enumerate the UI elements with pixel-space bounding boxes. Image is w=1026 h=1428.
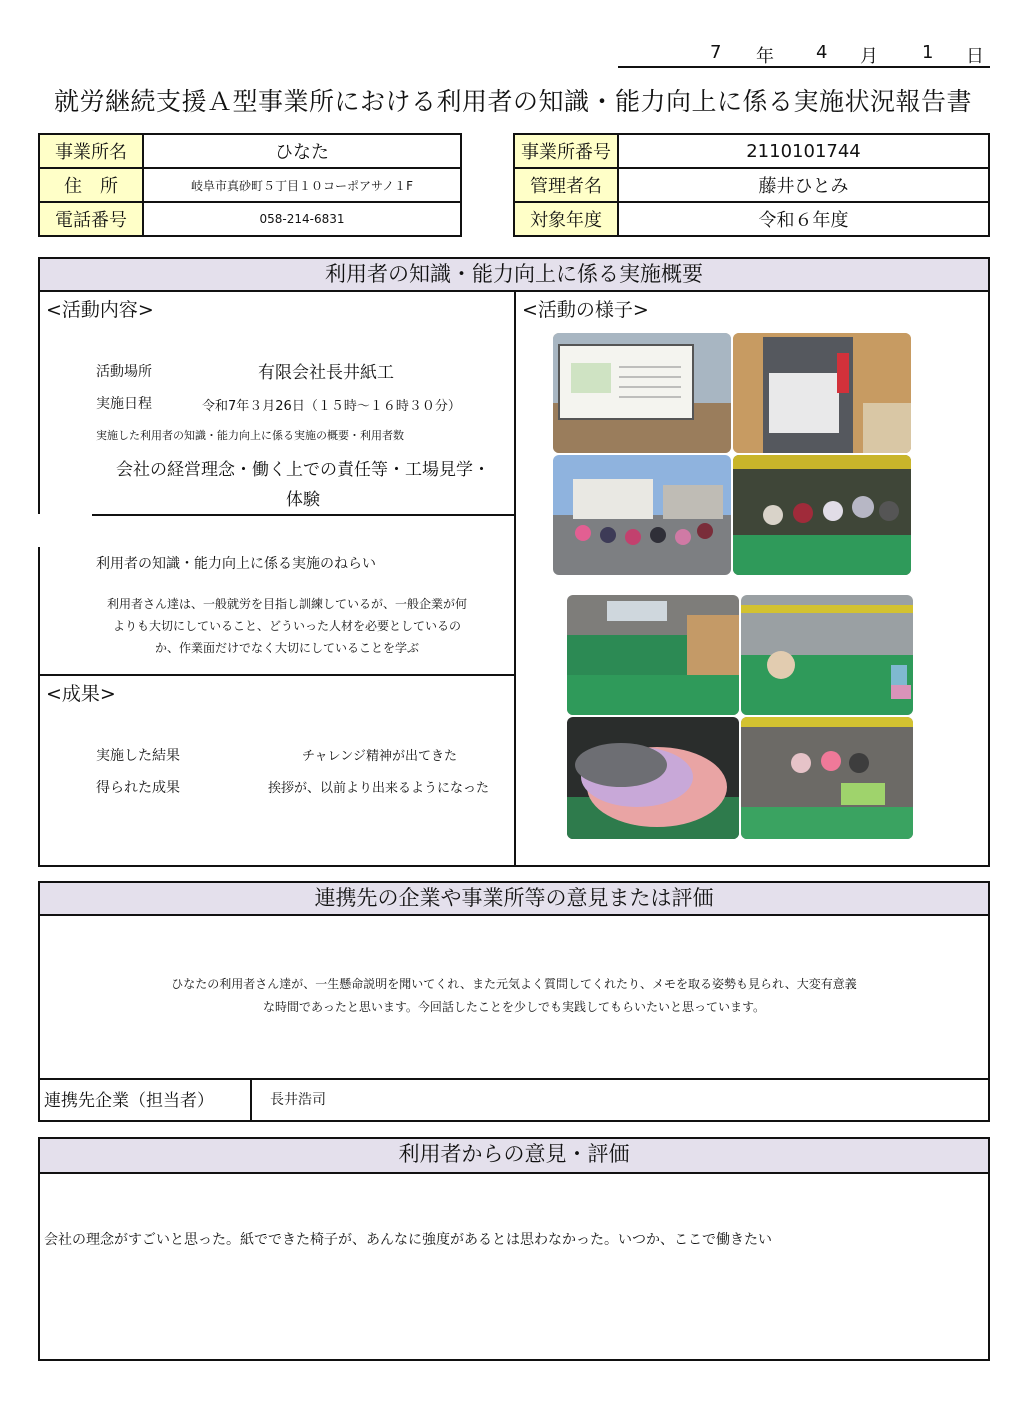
photo-paper-samples (567, 717, 739, 839)
fiscal-year-label: 対象年度 (514, 202, 618, 236)
photo-factory-floor-image (741, 595, 913, 715)
photo-machine (733, 333, 911, 453)
photo-group-outdoor (553, 455, 731, 575)
place-label: 活動場所 (96, 364, 152, 380)
aim-label: 利用者の知識・能力向上に係る実施のねらい (96, 556, 376, 572)
schedule-value: 令和7年３月26日（１５時～１６時３０分） (202, 399, 461, 414)
photo-group-indoor-image (733, 455, 911, 575)
address-label: 住 所 (39, 168, 143, 202)
partner-divider (40, 1078, 988, 1080)
partner-comment-line-2: な時間であったと思います。今回話したことを少しでも実践してもらいたいと思っています。 (263, 1000, 765, 1014)
photos-heading: <活動の様子> (522, 299, 649, 321)
result-label: 実施した結果 (96, 748, 180, 764)
achievement-value: 挨拶が、以前より出来るようになった (268, 781, 490, 796)
aim-line-1: 利用者さん達は、一般就労を目指し訓練しているが、一般企業が何 (106, 597, 467, 611)
result-heading: <成果> (46, 683, 116, 705)
report-date (618, 40, 990, 68)
office-name-label: 事業所名 (39, 134, 143, 168)
users-comment: 会社の理念がすごいと思った。紙でできた椅子が、あんなに強度があるとは思わなかった。いつか、ここで働きたい (44, 1232, 772, 1248)
fiscal-year: 令和６年度 (618, 202, 989, 236)
photo-sign-board (553, 333, 731, 453)
result-divider (40, 674, 514, 676)
users-section (38, 1137, 990, 1361)
date-day: 1 (922, 42, 934, 63)
date-day-unit: 日 (966, 46, 984, 67)
manager-label: 管理者名 (514, 168, 618, 202)
report-title: 就労継続支援Ａ型事業所における利用者の知識・能力向上に係る実施状況報告書 (53, 87, 972, 116)
office-number-label: 事業所番号 (514, 134, 618, 168)
photo-paper-chairs (741, 717, 913, 839)
place-value: 有限会社長井紙工 (258, 363, 394, 383)
photo-cutting-table (567, 595, 739, 715)
overview-section (38, 257, 990, 867)
partner-contact-label: 連携先企業（担当者） (44, 1091, 214, 1111)
summary-line-1: 会社の経営理念・働く上での責任等・工場見学・ (116, 460, 490, 480)
photo-group-indoor (733, 455, 911, 575)
overview-heading: 利用者の知識・能力向上に係る実施概要 (40, 259, 988, 292)
photo-cutting-table-image (567, 595, 739, 715)
date-month: 4 (816, 42, 828, 63)
photo-paper-samples-image (567, 717, 739, 839)
result-value: チャレンジ精神が出てきた (302, 749, 457, 764)
activity-heading: <活動内容> (46, 299, 154, 321)
aim-line-2: よりも大切にしていること、どういった人材を必要としているの (112, 619, 461, 633)
photo-factory-floor (741, 595, 913, 715)
schedule-label: 実施日程 (96, 396, 152, 412)
office-info-left (38, 133, 462, 237)
border-gap (38, 514, 42, 547)
phone: 058-214-6831 (143, 202, 461, 236)
column-divider (514, 290, 516, 867)
partner-contact-divider (250, 1078, 252, 1122)
summary-divider (92, 514, 514, 516)
phone-label: 電話番号 (39, 202, 143, 236)
users-heading: 利用者からの意見・評価 (40, 1139, 988, 1174)
partner-heading: 連携先の企業や事業所等の意見または評価 (40, 883, 988, 916)
office-number: 2110101744 (618, 134, 989, 168)
photo-group-outdoor-image (553, 455, 731, 575)
photo-sign-board-image (553, 333, 731, 453)
aim-line-3: か、作業面だけでなく大切にしていることを学ぶ (154, 641, 419, 655)
address: 岐阜市真砂町５丁目１０コーポアサノ１F (143, 168, 461, 202)
summary-label: 実施した利用者の知識・能力向上に係る実施の概要・利用者数 (96, 429, 404, 442)
partner-comment-line-1: ひなたの利用者さん達が、一生懸命説明を聞いてくれ、また元気よく質問してくれたり、メモを取る姿勢も見られ、大変有意義 (171, 977, 857, 991)
summary-line-2: 体験 (286, 490, 320, 510)
office-name: ひなた (143, 134, 461, 168)
manager-name: 藤井ひとみ (618, 168, 989, 202)
date-year: 7 (710, 42, 722, 63)
photo-paper-chairs-image (741, 717, 913, 839)
partner-contact-name: 長井浩司 (270, 1092, 326, 1108)
date-year-unit: 年 (756, 46, 774, 67)
office-info-right (513, 133, 990, 237)
partner-section (38, 881, 990, 1122)
date-month-unit: 月 (860, 46, 878, 67)
achievement-label: 得られた成果 (96, 780, 180, 796)
photo-machine-image (733, 333, 911, 453)
